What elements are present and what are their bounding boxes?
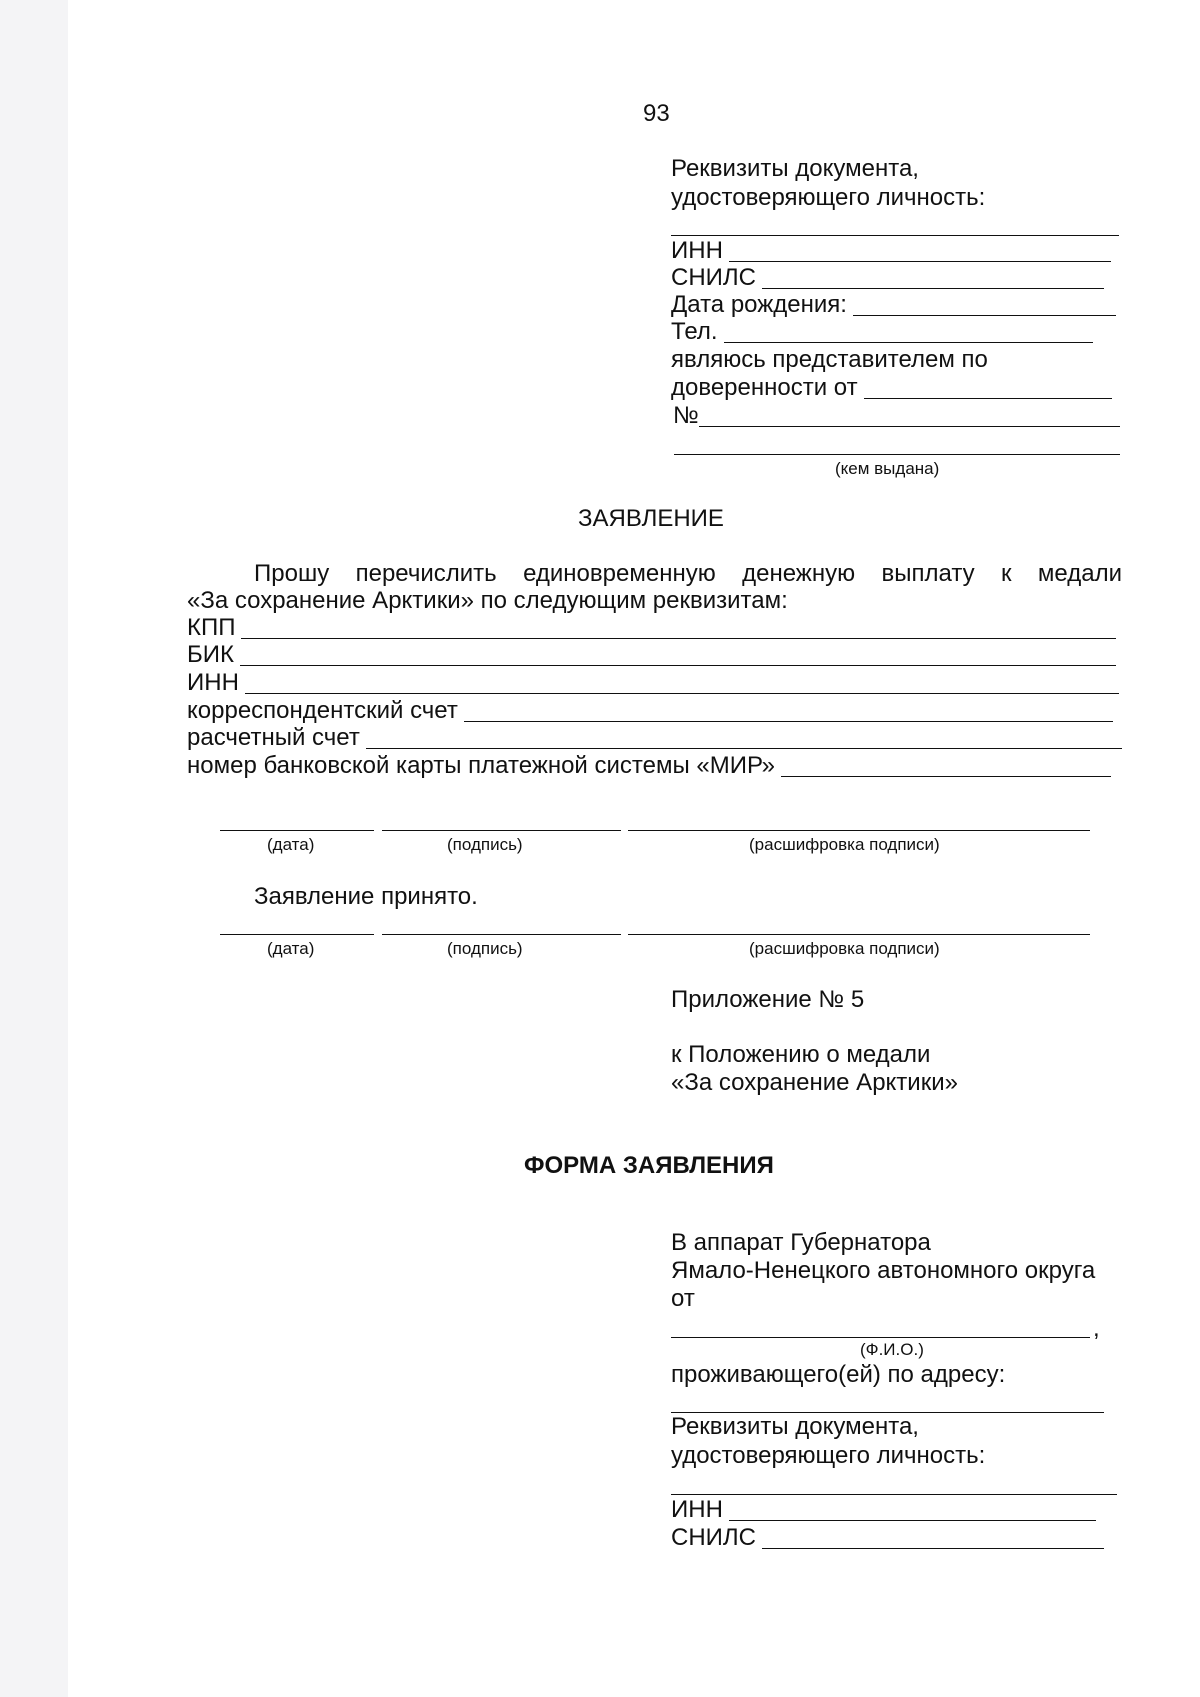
address-inn-blank[interactable] bbox=[729, 1520, 1096, 1521]
fio-comma: , bbox=[1093, 1315, 1100, 1342]
birth-date-field bbox=[671, 291, 1116, 319]
address-line1: В аппарат Губернатора bbox=[671, 1229, 931, 1256]
address-inn-field bbox=[671, 1496, 1096, 1524]
birth-date-label: Дата рождения: bbox=[671, 291, 847, 318]
phone-field bbox=[671, 318, 1093, 346]
doc-requisites-line1: Реквизиты документа, bbox=[671, 155, 919, 182]
bank-inn-field bbox=[187, 669, 1119, 697]
bik-field bbox=[187, 641, 1116, 669]
decoding-blank-2[interactable] bbox=[628, 934, 1090, 935]
decoding-caption-1: (расшифровка подписи) bbox=[749, 835, 940, 854]
fio-caption: (Ф.И.О.) bbox=[860, 1340, 924, 1359]
address-line2: Ямало-Ненецкого автономного округа bbox=[671, 1257, 1096, 1284]
kpp-blank[interactable] bbox=[241, 638, 1116, 639]
statement-title: ЗАЯВЛЕНИЕ bbox=[578, 505, 724, 532]
address-inn-label: ИНН bbox=[671, 1496, 723, 1523]
address-doc-requisites-line1: Реквизиты документа, bbox=[671, 1413, 919, 1440]
appendix-line2: «За сохранение Арктики» bbox=[671, 1069, 958, 1096]
bank-inn-blank[interactable] bbox=[245, 693, 1119, 694]
signature-caption-2: (подпись) bbox=[447, 939, 523, 958]
date-caption-1: (дата) bbox=[267, 835, 315, 854]
card-number-label: номер банковской карты платежной системы «МИР» bbox=[187, 752, 775, 779]
address-doc-requisites-blank[interactable] bbox=[671, 1494, 1117, 1495]
phone-blank[interactable] bbox=[724, 342, 1093, 343]
settlement-account-label: расчетный счет bbox=[187, 724, 360, 751]
bik-label: БИК bbox=[187, 641, 234, 668]
address-line3: от bbox=[671, 1285, 695, 1312]
corr-account-label: корреспондентский счет bbox=[187, 697, 458, 724]
statement-accepted: Заявление принято. bbox=[254, 883, 478, 910]
kpp-field bbox=[187, 614, 1116, 642]
kpp-label: КПП bbox=[187, 614, 236, 641]
settlement-account-blank[interactable] bbox=[366, 748, 1122, 749]
snils-label: СНИЛС bbox=[671, 264, 756, 291]
corr-account-blank[interactable] bbox=[464, 721, 1113, 722]
power-of-attorney-number-field bbox=[673, 402, 1120, 430]
residing-label: проживающего(ей) по адресу: bbox=[671, 1361, 1006, 1388]
corr-account-field bbox=[187, 697, 1113, 725]
statement-paragraph-line1: Прошу перечислить единовременную денежную выплату к медали bbox=[254, 560, 1122, 587]
inn-field bbox=[671, 237, 1111, 265]
doc-requisites-blank bbox=[671, 235, 1119, 236]
snils-field bbox=[671, 264, 1104, 292]
power-of-attorney-label: доверенности от bbox=[671, 374, 858, 401]
bik-blank[interactable] bbox=[240, 665, 1116, 666]
date-caption-2: (дата) bbox=[267, 939, 315, 958]
signature-blank-1[interactable] bbox=[382, 830, 621, 831]
number-label: № bbox=[673, 402, 699, 429]
decoding-caption-2: (расшифровка подписи) bbox=[749, 939, 940, 958]
address-doc-requisites-line2: удостоверяющего личность: bbox=[671, 1442, 986, 1469]
fio-blank[interactable] bbox=[671, 1337, 1090, 1338]
appendix-line1: к Положению о медали bbox=[671, 1041, 931, 1068]
date-blank-1[interactable] bbox=[220, 830, 374, 831]
signature-blank-2[interactable] bbox=[382, 934, 621, 935]
address-snils-field bbox=[671, 1524, 1104, 1552]
issued-by-blank[interactable] bbox=[674, 454, 1120, 455]
phone-label: Тел. bbox=[671, 318, 718, 345]
card-number-field bbox=[187, 752, 1111, 780]
inn-label: ИНН bbox=[671, 237, 723, 264]
address-snils-blank[interactable] bbox=[762, 1548, 1104, 1549]
decoding-blank-1[interactable] bbox=[628, 830, 1090, 831]
date-blank-2[interactable] bbox=[220, 934, 374, 935]
signature-caption-1: (подпись) bbox=[447, 835, 523, 854]
representative-line1: являюсь представителем по bbox=[671, 346, 988, 373]
issued-by-caption: (кем выдана) bbox=[835, 459, 940, 478]
page-number: 93 bbox=[643, 100, 670, 127]
settlement-account-field bbox=[187, 724, 1122, 752]
address-snils-label: СНИЛС bbox=[671, 1524, 756, 1551]
bank-inn-label: ИНН bbox=[187, 669, 239, 696]
statement-paragraph-line2: «За сохранение Арктики» по следующим реквизитам: bbox=[187, 587, 788, 614]
form-title: ФОРМА ЗАЯВЛЕНИЯ bbox=[524, 1152, 774, 1179]
snils-blank[interactable] bbox=[762, 288, 1104, 289]
card-number-blank[interactable] bbox=[781, 776, 1111, 777]
inn-blank[interactable] bbox=[729, 261, 1111, 262]
power-of-attorney-date-blank[interactable] bbox=[864, 398, 1112, 399]
doc-requisites-line2: удостоверяющего личность: bbox=[671, 184, 986, 211]
appendix-title: Приложение № 5 bbox=[671, 986, 865, 1013]
power-of-attorney-date-field bbox=[671, 374, 1112, 402]
number-blank[interactable] bbox=[699, 426, 1120, 427]
birth-date-blank[interactable] bbox=[853, 315, 1116, 316]
